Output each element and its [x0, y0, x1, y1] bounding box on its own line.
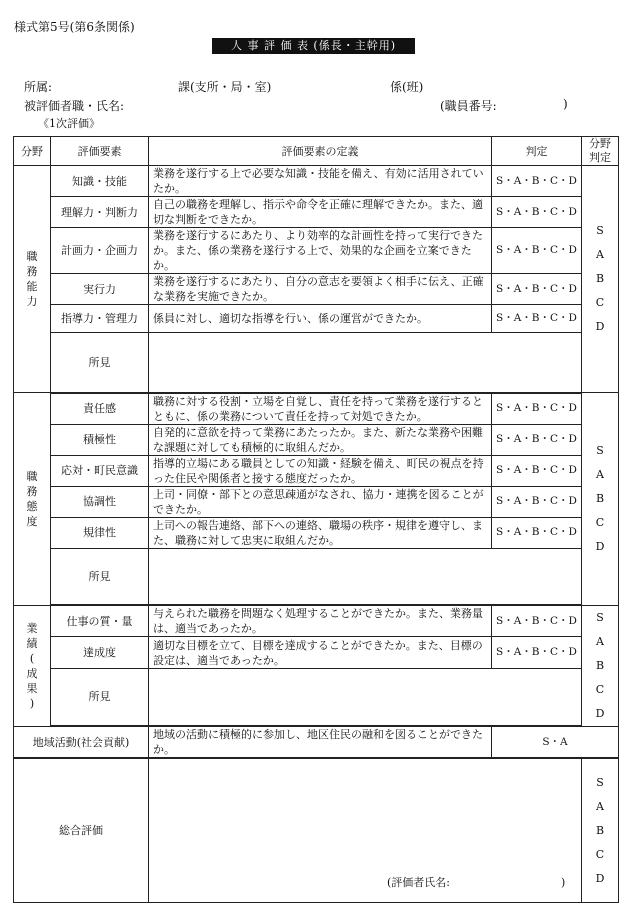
grade-letter: S [596, 775, 604, 789]
element-label: 規律性 [51, 517, 149, 548]
grade-letter: A [596, 467, 604, 481]
element-definition: 自己の職務を理解し、指示や命令を正確に理解できたか。また、適切な判断をできたか。 [149, 197, 492, 228]
field-grade-ability[interactable] [582, 166, 619, 393]
evaluator-close: ) [561, 876, 566, 889]
grade-letter: A [596, 634, 604, 648]
section-char: 度 [26, 514, 38, 528]
grade-letter: S [596, 610, 604, 624]
section-char: 成 [26, 666, 38, 680]
form-title: 人 事 評 価 表 (係長・主幹用) [212, 38, 415, 54]
section-label: 課(支所・局・室) [178, 80, 272, 94]
grade-letter: D [595, 706, 605, 720]
section-char: 業 [26, 621, 38, 635]
element-label: 実行力 [51, 274, 149, 305]
section-char: 職 [26, 469, 38, 483]
evaluator-name [387, 874, 565, 890]
field-grade-attitude[interactable] [582, 393, 619, 606]
opinion-row [14, 333, 619, 393]
header-field-grade [582, 137, 619, 166]
table-row [14, 197, 619, 228]
element-label: 達成度 [51, 637, 149, 668]
element-definition: 上司への報告連絡、部下への連絡、職場の秩序・規律を遵守し、また、職務に対して忠実に取組んだか。 [149, 517, 492, 548]
element-label: 知識・技能 [51, 166, 149, 197]
table-row [14, 517, 619, 548]
grade-letter: C [595, 682, 605, 696]
element-label: 指導力・管理力 [51, 305, 149, 333]
opinion-field[interactable] [149, 548, 582, 605]
grade-options[interactable]: S・A・B・C・D [492, 166, 582, 197]
opinion-field[interactable] [149, 333, 582, 393]
table-row [14, 228, 619, 274]
element-label: 責任感 [51, 393, 149, 425]
section-char: 務 [26, 265, 38, 278]
grade-options[interactable]: S・A・B・C・D [492, 197, 582, 228]
section-char: 力 [26, 295, 38, 308]
element-definition: 係員に対し、適切な指導を行い、係の運営ができたか。 [149, 305, 492, 333]
header-definition: 評価要素の定義 [149, 137, 492, 166]
element-definition: 与えられた職務を問題なく処理することができたか。また、業務量は、適当であったか。 [149, 605, 492, 637]
community-grade-options[interactable]: S・A [492, 726, 619, 758]
element-label: 応対・町民意識 [51, 455, 149, 486]
header-field: 分野 [14, 137, 51, 166]
element-label: 積極性 [51, 424, 149, 455]
table-row [14, 274, 619, 305]
section-char: 績 [26, 636, 38, 650]
grade-letter: D [595, 320, 605, 333]
table-row [14, 393, 619, 425]
table-row [14, 605, 619, 637]
community-row [14, 726, 619, 758]
element-label: 計画力・企画力 [51, 228, 149, 274]
grade-options[interactable]: S・A・B・C・D [492, 424, 582, 455]
element-definition: 上司・同僚・部下との意思疎通がなされ、協力・連携を図ることができたか。 [149, 486, 492, 517]
grade-letter: C [595, 296, 605, 309]
table-row [14, 455, 619, 486]
grade-options[interactable]: S・A・B・C・D [492, 486, 582, 517]
element-label: 理解力・判断力 [51, 197, 149, 228]
grade-options[interactable]: S・A・B・C・D [492, 605, 582, 637]
grade-letter: S [596, 224, 604, 237]
section-name-attitude [14, 393, 51, 606]
section-name-ability [14, 166, 51, 393]
evaluee-label: 被評価者職・氏名: [24, 99, 125, 113]
section-char: 務 [26, 484, 38, 498]
element-label: 仕事の質・量 [51, 605, 149, 637]
evaluator-label: (評価者氏名: [387, 876, 450, 889]
grade-options[interactable]: S・A・B・C・D [492, 274, 582, 305]
grade-letter: B [595, 658, 605, 672]
table-row [14, 305, 619, 333]
grade-letter: B [595, 823, 605, 837]
table-row [14, 486, 619, 517]
evaluation-stage: 《1次評価》 [38, 117, 100, 130]
element-definition: 業務を遂行するにあたり、自分の意志を要領よく相手に伝え、正確な業務を実施できたか。 [149, 274, 492, 305]
grade-letter: B [595, 491, 605, 505]
table-header-row [14, 137, 619, 166]
section-char: 態 [26, 499, 38, 513]
opinion-row [14, 668, 619, 726]
grade-letter: D [595, 871, 605, 885]
header-field-grade-line2: 判定 [589, 151, 611, 164]
element-definition: 業務を遂行するにあたり、より効率的な計画性を持って実行できたか。また、係の業務を遂行する上で、効果的な企画を立案できたか。 [149, 228, 492, 274]
grade-letter: S [596, 443, 604, 457]
grade-options[interactable]: S・A・B・C・D [492, 228, 582, 274]
community-definition: 地域の活動に積極的に参加し、地区住民の融和を図ることができたか。 [149, 726, 492, 758]
header-field-grade-line1: 分野 [589, 137, 611, 150]
grade-letter: A [596, 799, 604, 813]
staff-number-close: ) [563, 97, 568, 111]
form-number: 様式第5号(第6条関係) [14, 20, 135, 34]
community-label: 地域活動(社会貢献) [14, 726, 149, 758]
table-row [14, 424, 619, 455]
section-char: ( [29, 651, 35, 665]
grade-letter: C [595, 515, 605, 529]
opinion-label: 所見 [51, 333, 149, 393]
grade-letter: D [595, 539, 605, 553]
element-label: 協調性 [51, 486, 149, 517]
grade-options[interactable]: S・A・B・C・D [492, 455, 582, 486]
table-row [14, 166, 619, 197]
overall-label: 総合評価 [14, 758, 149, 903]
grade-options[interactable]: S・A・B・C・D [492, 637, 582, 668]
header-element: 評価要素 [51, 137, 149, 166]
table-row [14, 637, 619, 668]
element-definition: 指導的立場にある職員としての知識・経験を備え、町民の視点を持った住民や関係者と接する態度だったか。 [149, 455, 492, 486]
grade-options[interactable]: S・A・B・C・D [492, 517, 582, 548]
section-char: 職 [26, 250, 38, 263]
staff-number-label: (職員番号: [440, 99, 497, 113]
grade-options[interactable]: S・A・B・C・D [492, 393, 582, 425]
section-char: 能 [26, 280, 38, 293]
overall-grade[interactable] [582, 758, 619, 903]
section-char: 果 [26, 681, 38, 695]
opinion-row [14, 548, 619, 605]
opinion-label: 所見 [51, 548, 149, 605]
grade-letter: A [596, 248, 604, 261]
section-char: ) [29, 696, 35, 710]
header-grade: 判定 [492, 137, 582, 166]
grade-letter: C [595, 847, 605, 861]
opinion-field[interactable] [149, 668, 582, 726]
element-definition: 自発的に意欲を持って業務にあたったか。また、新たな業務や困難な課題に対しても積極的に取組んだか。 [149, 424, 492, 455]
element-definition: 適切な目標を立て、目標を達成することができたか。また、目標の設定は、適当であったか。 [149, 637, 492, 668]
grade-options[interactable]: S・A・B・C・D [492, 305, 582, 333]
field-grade-results[interactable] [582, 605, 619, 726]
affiliation-label: 所属: [24, 80, 53, 94]
evaluation-table [13, 136, 619, 903]
grade-letter: B [595, 272, 605, 285]
team-label: 係(班) [390, 80, 424, 94]
opinion-label: 所見 [51, 668, 149, 726]
element-definition: 職務に対する役割・立場を自覚し、責任を持って業務を遂行するとともに、係の業務について責任を持って対処できたか。 [149, 393, 492, 425]
element-definition: 業務を遂行する上で必要な知識・技能を備え、有効に活用されていたか。 [149, 166, 492, 197]
section-name-results [14, 605, 51, 726]
